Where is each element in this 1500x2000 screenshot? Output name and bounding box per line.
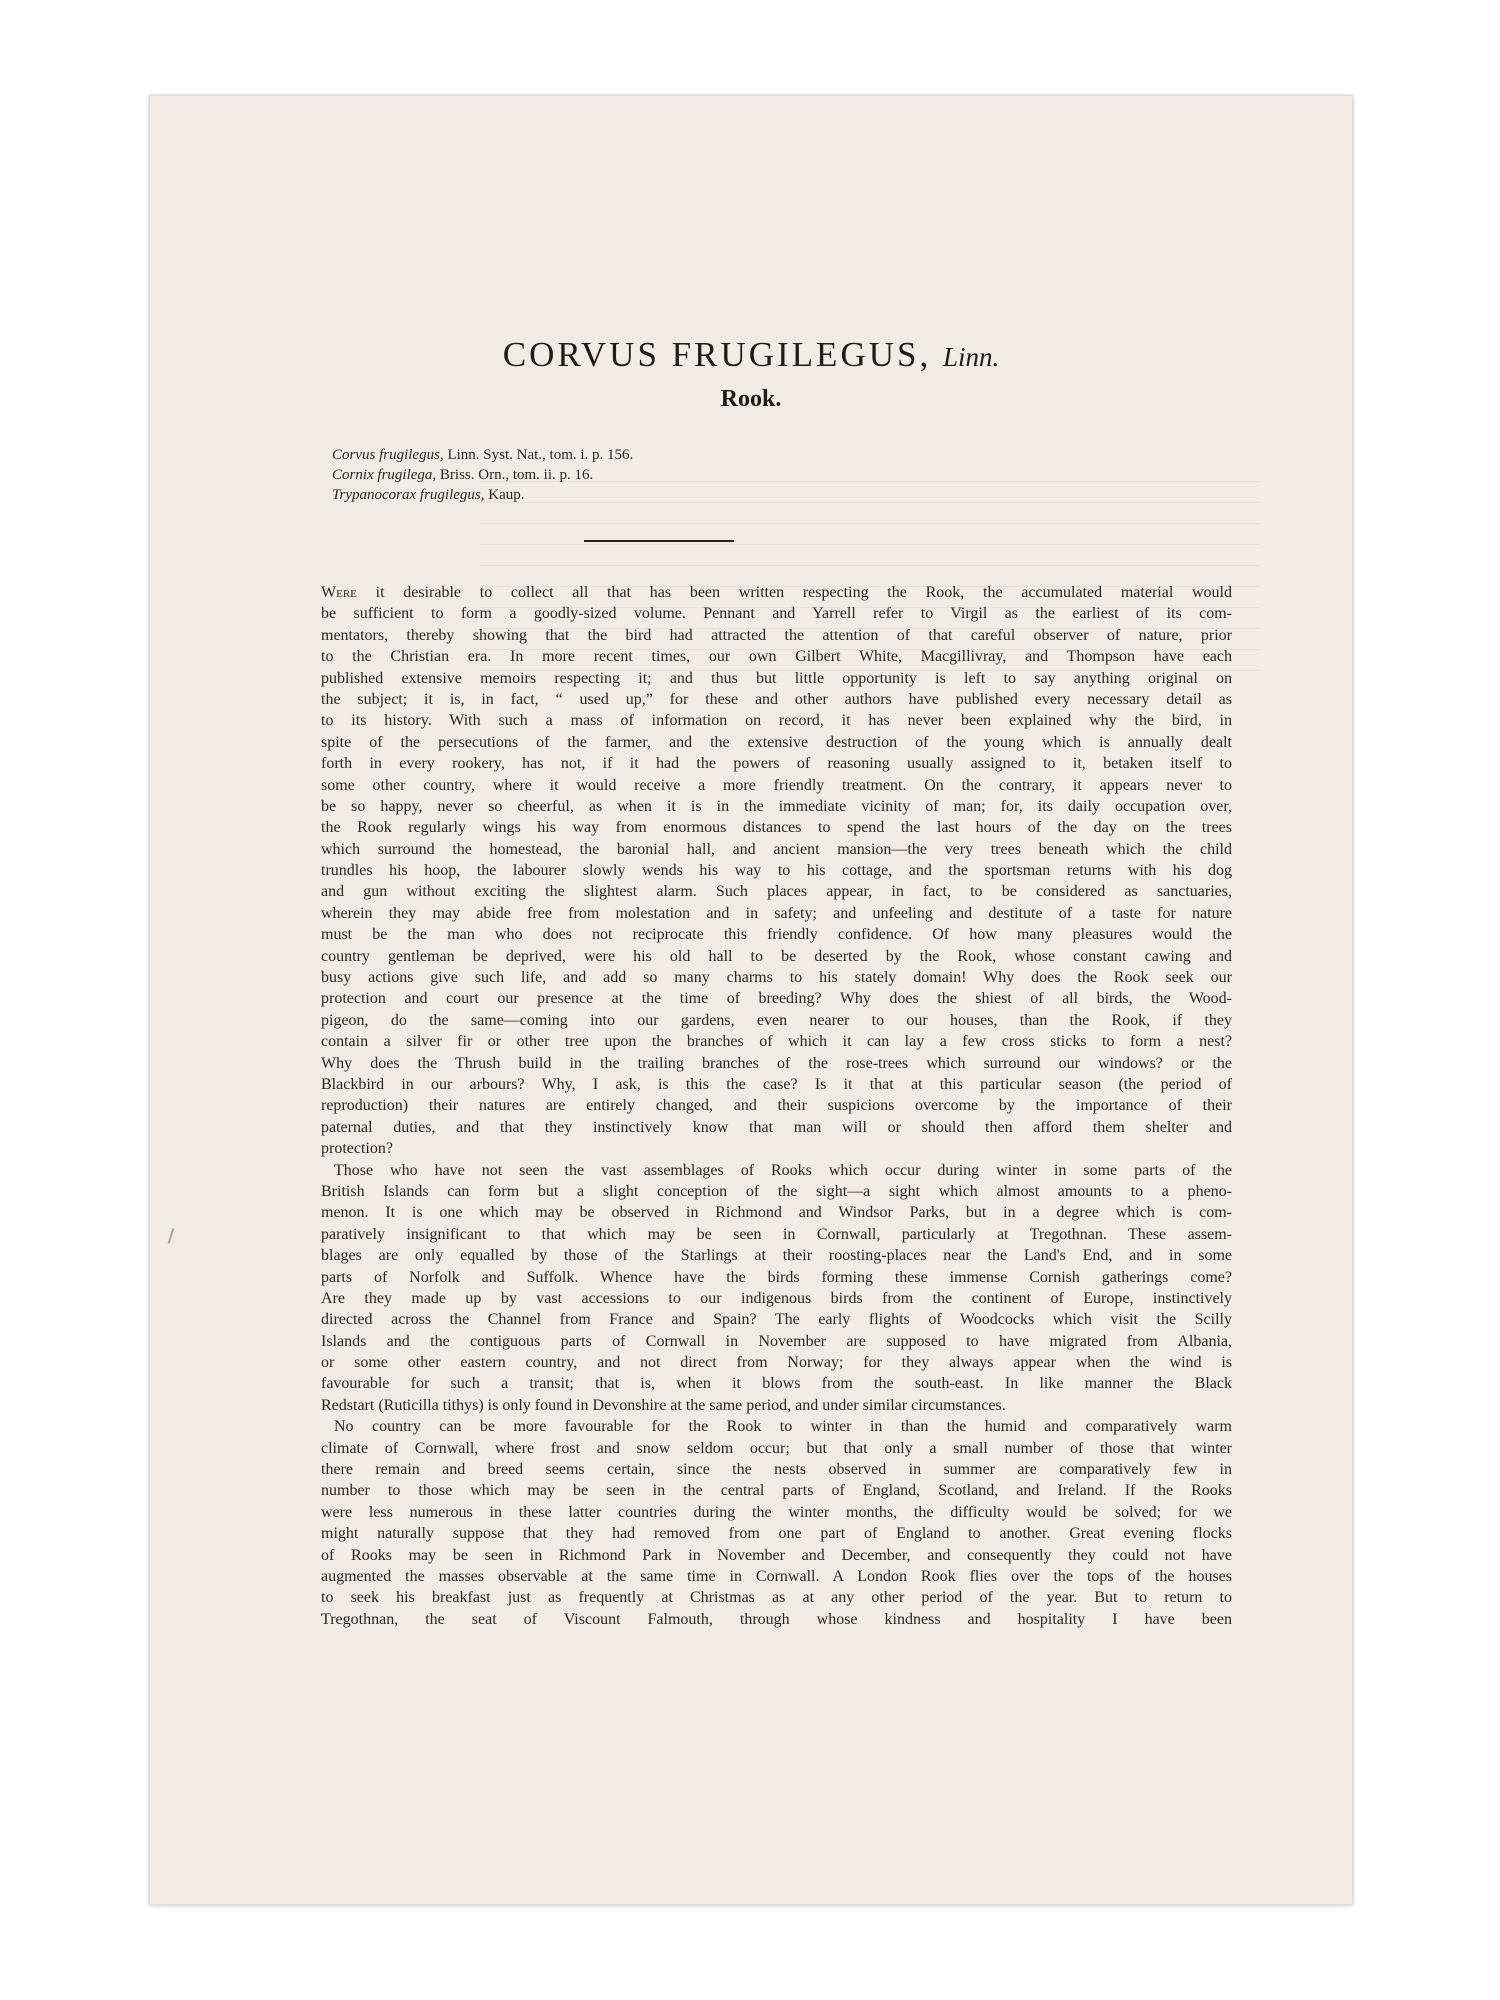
text-line: country gentleman be deprived, were his old hall to be deserted by the Rook, whose constant cawing and — [321, 947, 1232, 965]
synonym-ref: Kaup. — [488, 487, 525, 503]
text-line: to its history. With such a mass of information on record, it has never been explained why the bird, in — [321, 712, 1232, 730]
text-line: number to those which may be seen in the central parts of England, Scotland, and Ireland. If the Rooks — [321, 1482, 1232, 1500]
text-line: Those who have not seen the vast assemblages of Rooks which occur during winter in some parts of the — [334, 1161, 1232, 1179]
synonym-line — [332, 485, 633, 505]
text-line: and gun without exciting the slightest alarm. Such places appear, in fact, to be considered as sanctuaries, — [321, 883, 1232, 901]
text-line: menon. It is one which may be observed in Richmond and Windsor Parks, but in a degree which is com- — [321, 1204, 1232, 1222]
divider-rule — [584, 540, 734, 542]
species-title — [150, 335, 1352, 375]
species-author: Linn. — [942, 342, 1000, 372]
text-line: the Rook regularly wings his way from enormous distances to spend the last hours of the day on the trees — [321, 819, 1232, 837]
text-line: Redstart (Ruticilla tithys) is only found in Devonshire at the same period, and under similar circumstances. — [321, 1396, 1006, 1414]
text-line: which surround the homestead, the baronial hall, and ancient mansion—the very trees beneath which the child — [321, 840, 1232, 858]
synonym-name: Trypanocorax frugilegus, — [332, 487, 485, 503]
text-line: of Rooks may be seen in Richmond Park in November and December, and consequently they could not have — [321, 1546, 1232, 1564]
synonym-name: Cornix frugilega, — [332, 467, 437, 483]
text-line: busy actions give such life, and add so many charms to his stately domain! Why does the Rook seek our — [321, 969, 1232, 987]
text-line: British Islands can form but a slight conception of the sight—a sight which almost amounts to a pheno- — [321, 1182, 1232, 1200]
opening-word: Were — [321, 584, 357, 601]
text-line: Why does the Thrush build in the trailing branches of the rose-trees which surround our windows? or the — [321, 1054, 1232, 1072]
text-line — [321, 582, 1232, 603]
text-line: spite of the persecutions of the farmer, and the extensive destruction of the young which is annually dealt — [321, 733, 1232, 751]
text-line: were less numerous in these latter countries during the winter months, the difficulty would be solved; for we — [321, 1503, 1232, 1521]
synonym-ref: Linn. Syst. Nat., tom. i. p. 156. — [447, 447, 634, 463]
text-line: No country can be more favourable for the Rook to winter in than the humid and comparatively warm — [334, 1418, 1232, 1436]
synonym-line — [332, 465, 633, 485]
text-line: published extensive memoirs respecting it; and thus but little opportunity is left to say anything original on — [321, 669, 1232, 687]
text-line: paternal duties, and that they instinctively know that man will or should then afford them shelter and — [321, 1118, 1232, 1136]
text-line: blages are only equalled by those of the Starlings at their roosting-places near the Land's End, and in some — [321, 1247, 1232, 1265]
text-line: contain a silver fir or other tree upon the branches of which it can lay a few cross sticks to form a nest? — [321, 1033, 1232, 1051]
paper-sheet — [149, 95, 1353, 1905]
text-line: Blackbird in our arbours? Why, I ask, is this the case? Is it that at this particular season (the period of — [321, 1075, 1232, 1093]
text-line: favourable for such a transit; that is, when it blows from the south-east. In like manner the Black — [321, 1375, 1232, 1393]
pencil-mark — [168, 1228, 175, 1244]
text-line: protection? — [321, 1140, 393, 1158]
body-text — [321, 582, 1232, 1630]
text-line: parts of Norfolk and Suffolk. Whence have the birds forming these immense Cornish gatherings come? — [321, 1268, 1232, 1286]
text-line: the subject; it is, in fact, “ used up,” for these and other authors have published every necessary detail as — [321, 690, 1232, 708]
text-line: be sufficient to form a goodly-sized volume. Pennant and Yarrell refer to Virgil as the earliest of its com- — [321, 605, 1232, 623]
text-line: protection and court our presence at the time of breeding? Why does the shiest of all birds, the Wood- — [321, 990, 1232, 1008]
synonymy-list — [332, 445, 633, 505]
text-line: Islands and the contiguous parts of Cornwall in November are supposed to have migrated from Albania, — [321, 1332, 1232, 1350]
line-text: it desirable to collect all that has been written respecting the Rook, the accumulated material would — [375, 584, 1233, 601]
text-line: Are they made up by vast accessions to our indigenous birds from the continent of Europe, instinctively — [321, 1289, 1232, 1307]
text-line: Tregothnan, the seat of Viscount Falmouth, through whose kindness and hospitality I have been — [321, 1610, 1232, 1628]
text-line: forth in every rookery, has not, if it had the powers of reasoning usually assigned to it, betaken itself to — [321, 755, 1232, 773]
text-line: augmented the masses observable at the same time in Cornwall. A London Rook flies over the tops of the houses — [321, 1567, 1232, 1585]
text-line: reproduction) their natures are entirely changed, and their suspicions overcome by the importance of their — [321, 1097, 1232, 1115]
species-name: CORVUS FRUGILEGUS, — [502, 335, 932, 374]
synonym-line — [332, 445, 633, 465]
text-line: paratively insignificant to that which may be seen in Cornwall, particularly at Tregothnan. These assem- — [321, 1225, 1232, 1243]
text-line: or some other eastern country, and not direct from Norway; for they always appear when the wind is — [321, 1354, 1232, 1372]
text-line: must be the man who does not reciprocate this friendly confidence. Of how many pleasures would the — [321, 926, 1232, 944]
text-line: climate of Cornwall, where frost and snow seldom occur; but that only a small number of those that winter — [321, 1439, 1232, 1457]
text-line: might naturally suppose that they had removed from one part of England to another. Great evening flocks — [321, 1525, 1232, 1543]
text-line: directed across the Channel from France and Spain? The early flights of Woodcocks which visit the Scilly — [321, 1311, 1232, 1329]
text-line: trundles his hoop, the labourer slowly wends his way to his cottage, and the sportsman returns with his dog — [321, 862, 1232, 880]
text-line: pigeon, do the same—coming into our gardens, even nearer to our houses, than the Rook, if they — [321, 1011, 1232, 1029]
synonym-name: Corvus frugilegus, — [332, 447, 444, 463]
text-line: mentators, thereby showing that the bird had attracted the attention of that careful observer of nature, prior — [321, 626, 1232, 644]
text-line: be so happy, never so cheerful, as when it is in the immediate vicinity of man; for, its daily occupation over, — [321, 797, 1232, 815]
text-line: to seek his breakfast just as frequently at Christmas as at any other period of the year. But to return to — [321, 1589, 1232, 1607]
common-name: Rook. — [720, 386, 782, 412]
text-line: there remain and breed seems certain, since the nests observed in summer are comparatively few in — [321, 1461, 1232, 1479]
text-line: some other country, where it would receive a more friendly treatment. On the contrary, it appears never to — [321, 776, 1232, 794]
text-line: to the Christian era. In more recent times, our own Gilbert White, Macgillivray, and Thompson have each — [321, 648, 1232, 666]
synonym-ref: Briss. Orn., tom. ii. p. 16. — [439, 467, 594, 483]
text-line: wherein they may abide free from molestation and in safety; and unfeeling and destitute of a taste for nature — [321, 904, 1232, 922]
